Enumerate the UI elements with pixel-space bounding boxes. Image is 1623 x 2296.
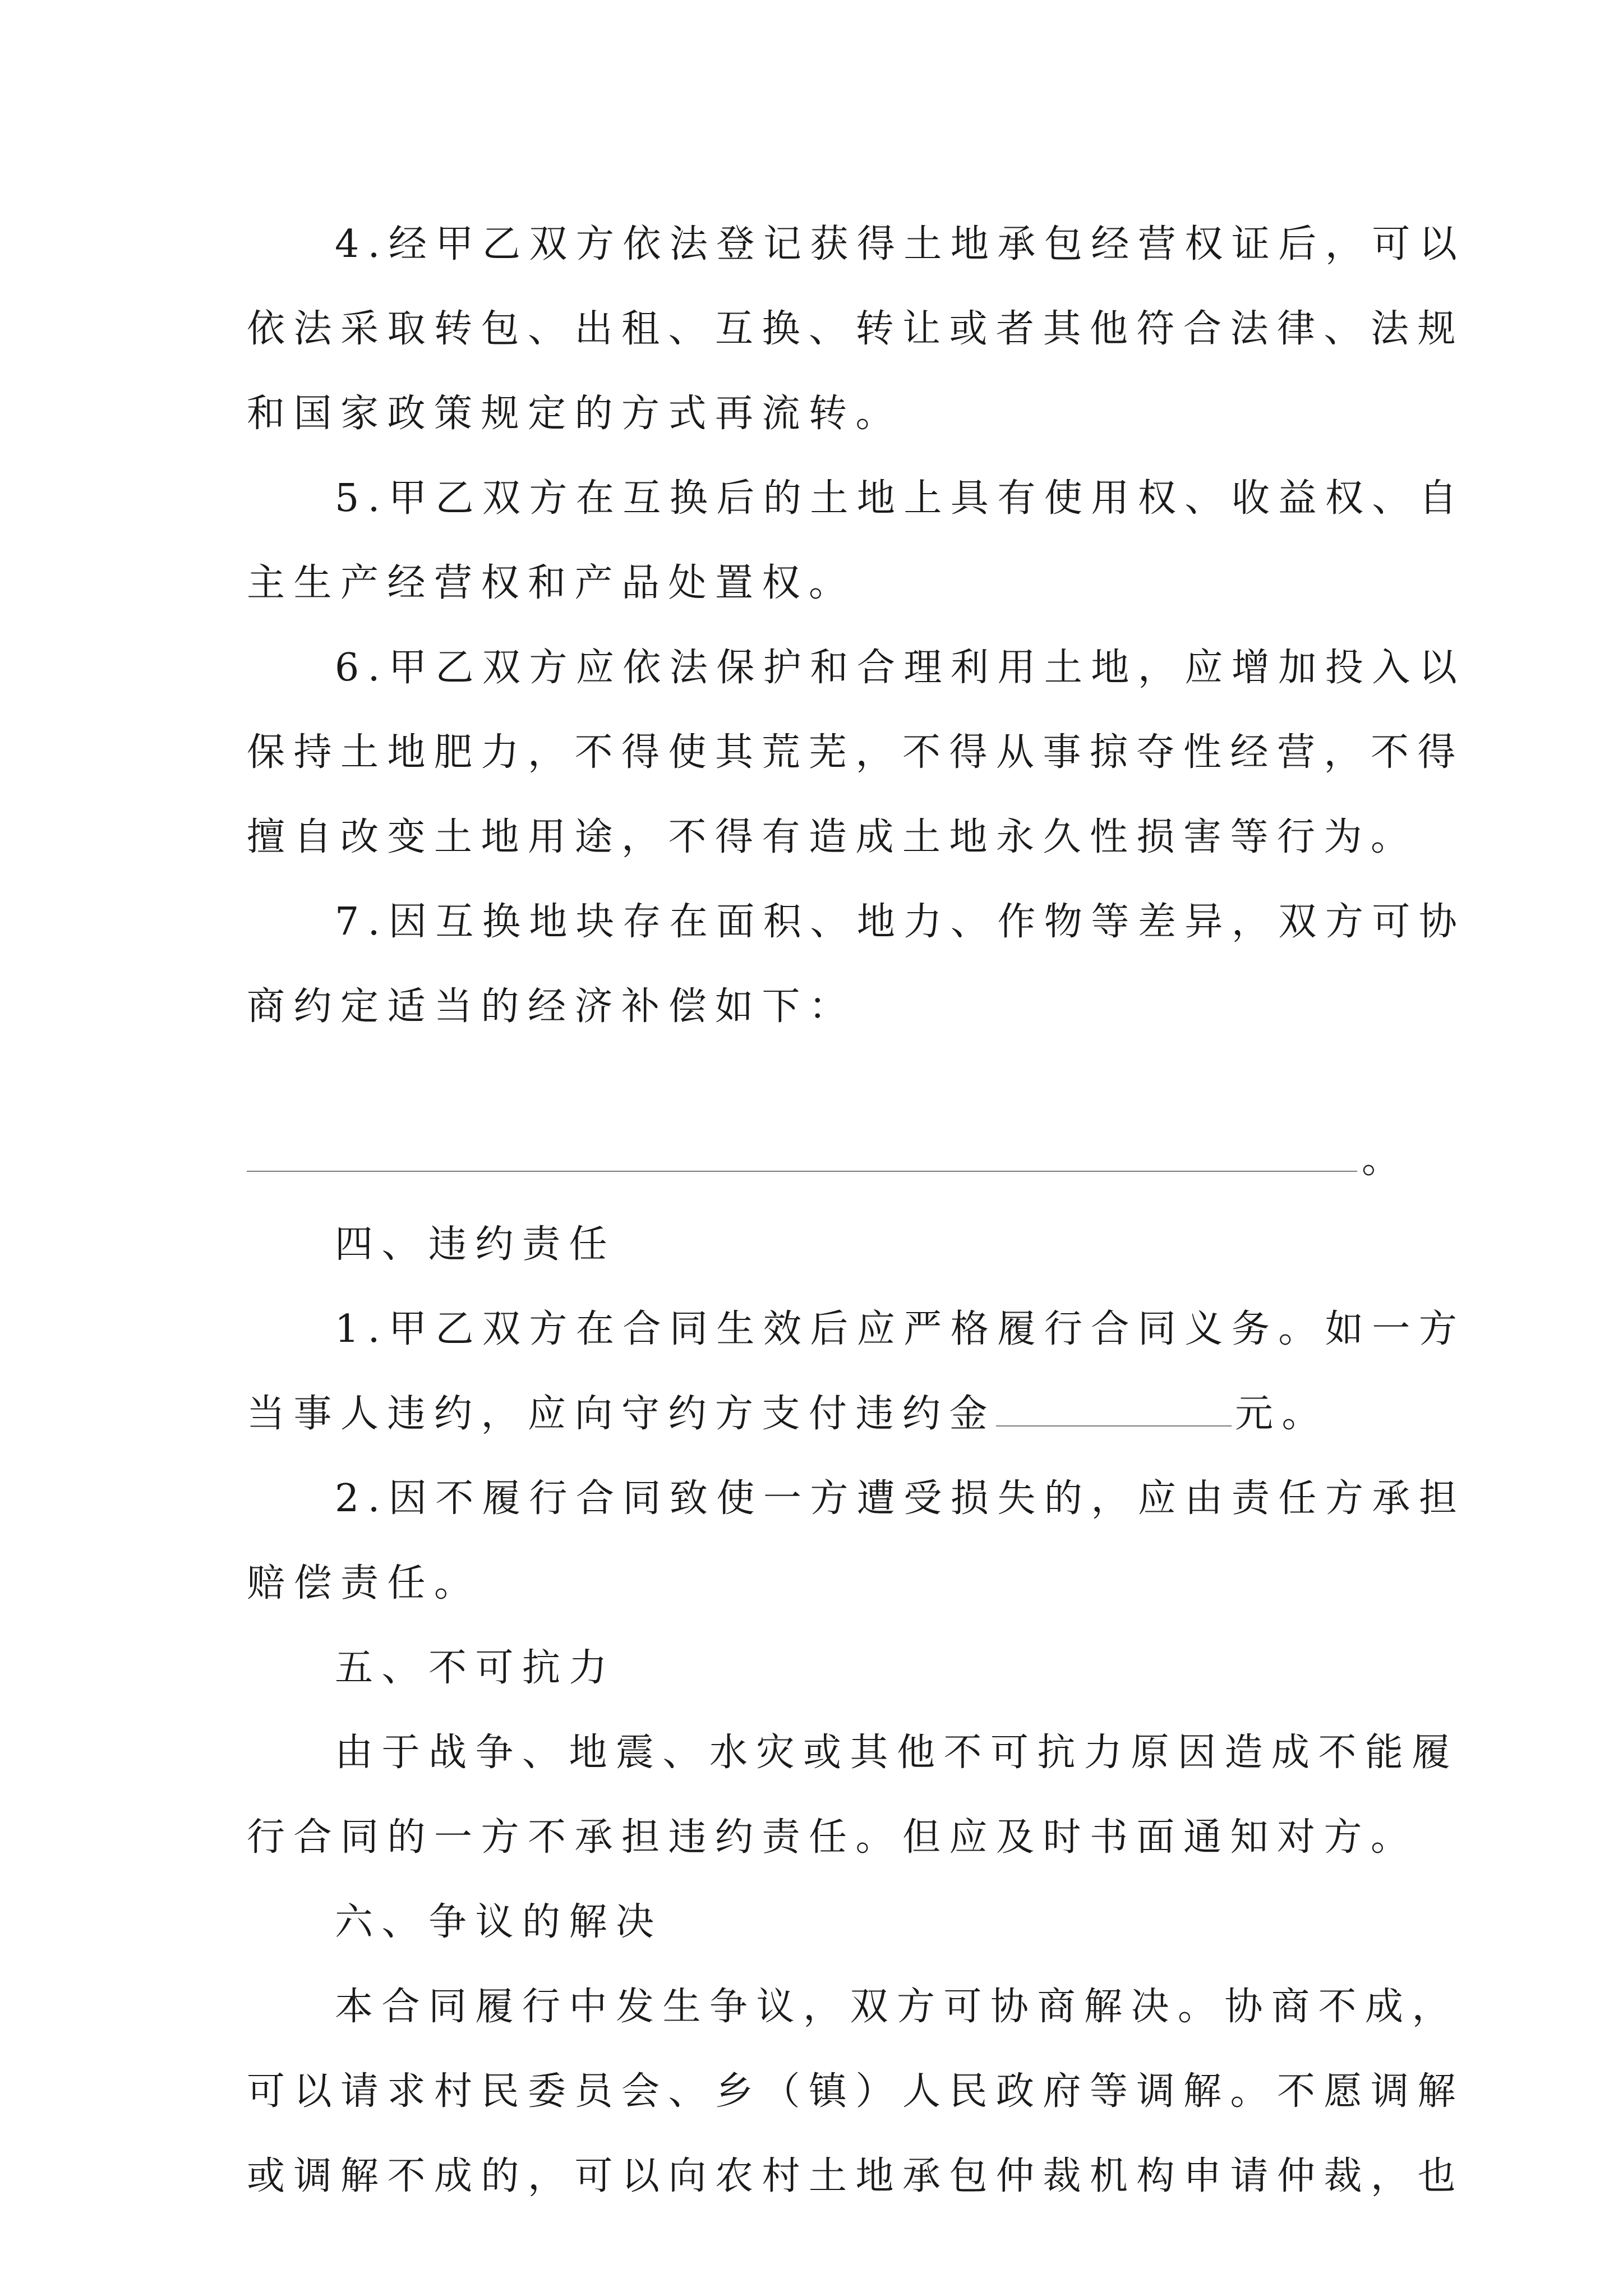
penalty-amount-blank — [996, 1392, 1232, 1427]
section-5-heading: 五、不可抗力 — [335, 1646, 616, 1690]
section-6-heading: 六、争议的解决 — [335, 1900, 663, 1944]
penalty-text-after: 元。 — [1235, 1392, 1329, 1436]
clause-7-line-1: 7.因互换地块存在面积、地力、作物等差异，双方可协 — [335, 900, 1466, 944]
section-6-line-3: 或调解不成的，可以向农村土地承包仲裁机构申请仲裁，也 — [247, 2154, 1465, 2198]
clause-4-line-3: 和国家政策规定的方式再流转。 — [247, 392, 903, 436]
section-6-line-2: 可以请求村民委员会、乡（镇）人民政府等调解。不愿调解 — [247, 2069, 1465, 2114]
clause-7-line-2: 商约定适当的经济补偿如下： — [247, 984, 856, 1029]
clause-5-line-1: 5.甲乙双方在互换后的土地上具有使用权、收益权、自 — [335, 476, 1466, 521]
clause-6-line-3: 擅自改变土地用途，不得有造成土地永久性损害等行为。 — [247, 815, 1418, 859]
clause-4-line-1: 4.经甲乙双方依法登记获得土地承包经营权证后，可以 — [335, 222, 1466, 266]
fill-in-end-mark: 。 — [1362, 1138, 1400, 1182]
section-5-line-2: 行合同的一方不承担违约责任。但应及时书面通知对方。 — [247, 1815, 1418, 1860]
section-4-item-1-line-2 — [247, 1372, 1391, 1456]
clause-4-line-2: 依法采取转包、出租、互换、转让或者其他符合法律、法规 — [247, 307, 1465, 351]
section-4-item-2-line-1: 2.因不履行合同致使一方遭受损失的，应由责任方承担 — [335, 1476, 1466, 1521]
fill-in-underline — [247, 1171, 1357, 1172]
section-4-heading: 四、违约责任 — [335, 1222, 616, 1267]
compensation-fill-in-line — [247, 1117, 1400, 1202]
section-5-line-1: 由于战争、地震、水灾或其他不可抗力原因造成不能履 — [335, 1731, 1459, 1775]
fill-in-spacer — [247, 1049, 1391, 1117]
penalty-text-before: 当事人违约，应向守约方支付违约金 — [247, 1392, 997, 1436]
clause-5-line-2: 主生产经营权和产品处置权。 — [247, 561, 856, 605]
contract-page — [247, 202, 1466, 2219]
section-4-item-2-line-2: 赔偿责任。 — [247, 1561, 481, 1605]
section-4-item-1-line-1: 1.甲乙双方在合同生效后应严格履行合同义务。如一方 — [335, 1307, 1466, 1351]
clause-6-line-2: 保持土地肥力，不得使其荒芜，不得从事掠夺性经营，不得 — [247, 730, 1465, 775]
clause-6-line-1: 6.甲乙双方应依法保护和合理利用土地，应增加投入以 — [335, 646, 1466, 690]
section-6-line-1: 本合同履行中发生争议，双方可协商解决。协商不成， — [335, 1985, 1459, 2029]
